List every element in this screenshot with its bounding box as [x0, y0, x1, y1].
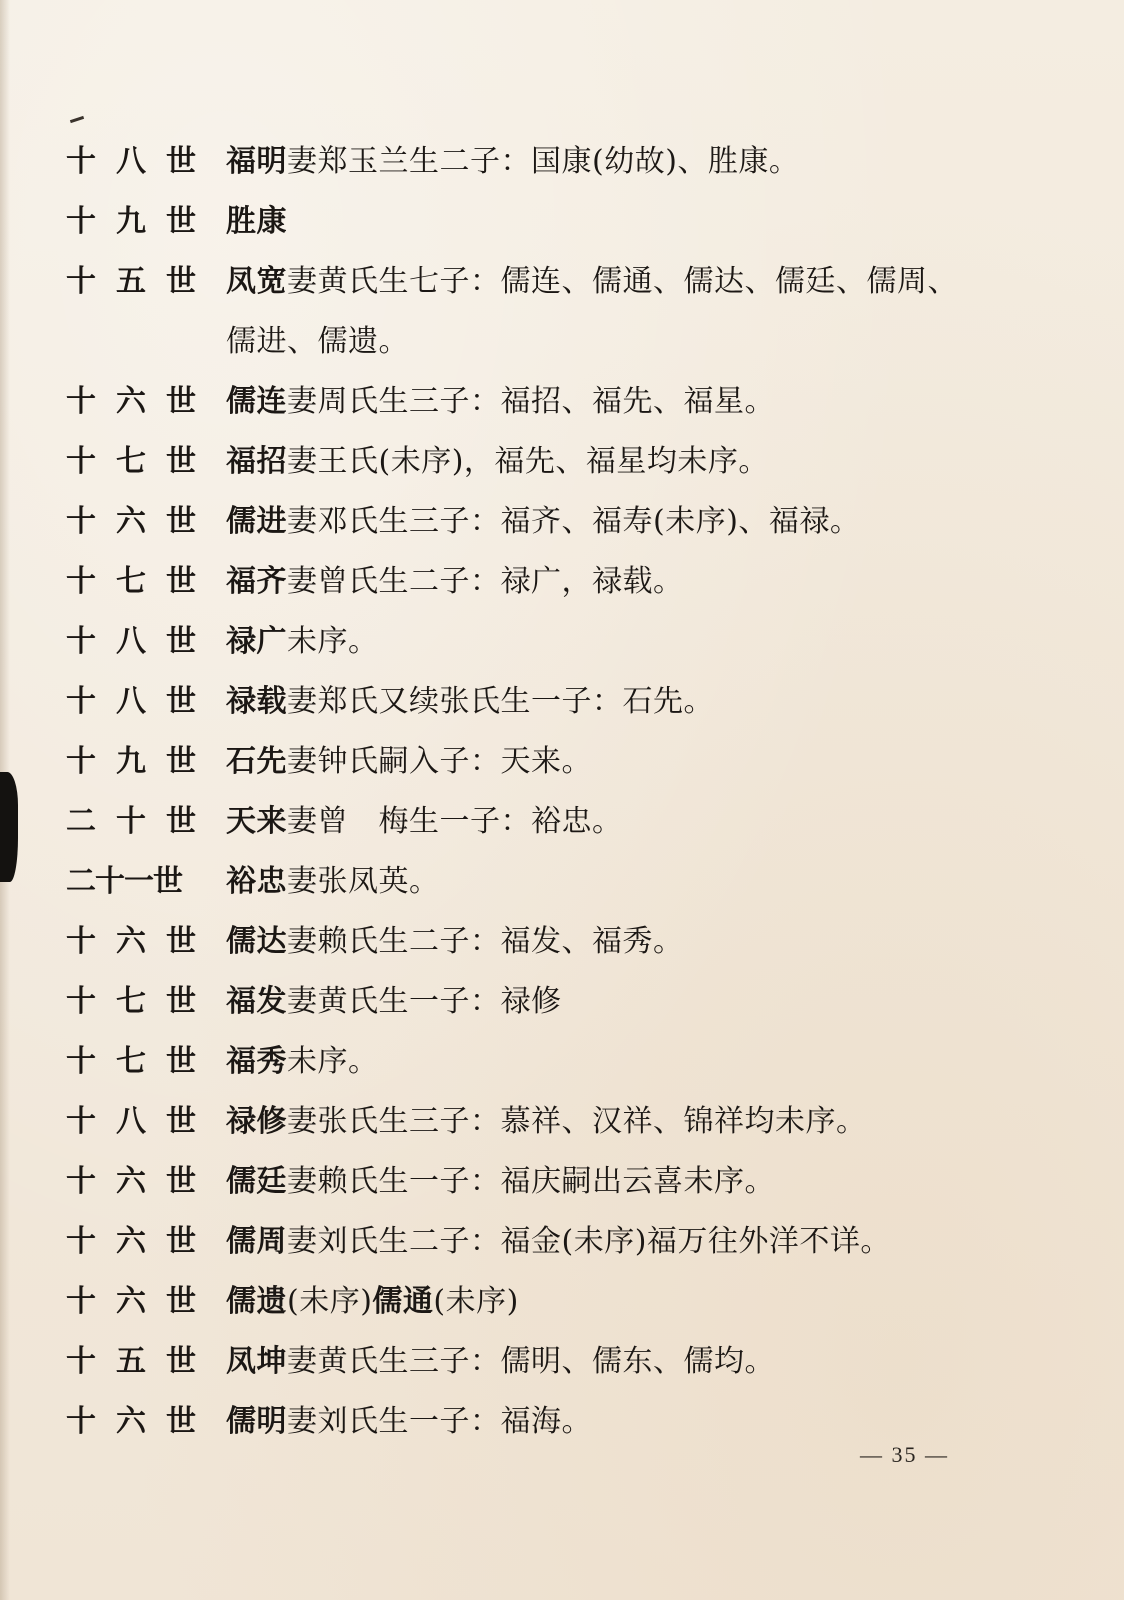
- person-name: 凤宽: [226, 264, 287, 299]
- genealogy-entry: [66, 612, 1056, 672]
- genealogy-entry: [66, 492, 1056, 552]
- person-name: 儒明: [226, 1404, 287, 1439]
- entry-text: [226, 1092, 986, 1152]
- generation-label: [66, 1032, 196, 1092]
- entry-description: 妻刘氏生二子：福金(未序)福万往外洋不详。: [287, 1224, 891, 1259]
- generation-char: 十: [66, 1344, 96, 1379]
- generation-label: [66, 1272, 196, 1332]
- entry-description: (未序): [433, 1284, 519, 1319]
- entry-text: [226, 372, 986, 432]
- generation-label: [66, 372, 196, 432]
- entry-description: 未序。: [287, 624, 379, 659]
- person-name: 凤坤: [226, 1344, 287, 1379]
- generation-char: 世: [166, 384, 196, 419]
- genealogy-entry: [66, 1212, 1056, 1272]
- generation-char: 十: [66, 444, 96, 479]
- generation-char: 世: [166, 924, 196, 959]
- generation-char: 七: [116, 1044, 146, 1079]
- entry-description: 妻邓氏生三子：福齐、福寿(未序)、福禄。: [287, 504, 861, 539]
- generation-char: 六: [116, 1404, 146, 1439]
- person-name: 儒廷: [226, 1164, 287, 1199]
- entry-description: 妻曾氏生二子：禄广，禄载。: [287, 564, 684, 599]
- person-name: 福发: [226, 984, 287, 1019]
- generation-char: 十: [66, 684, 96, 719]
- generation-char: 十: [66, 1404, 96, 1439]
- entry-text: [226, 792, 986, 852]
- genealogy-entry: [66, 132, 1056, 192]
- generation-label: [66, 132, 196, 192]
- generation-char: 七: [116, 444, 146, 479]
- generation-char: 世: [166, 684, 196, 719]
- genealogy-entry: [66, 432, 1056, 492]
- generation-label: [66, 792, 196, 852]
- entry-text: [226, 672, 986, 732]
- entry-description: 妻黄氏生七子：儒连、儒通、儒达、儒廷、儒周、儒进、儒遗。: [226, 264, 958, 359]
- generation-char: 世: [166, 444, 196, 479]
- generation-char: 八: [116, 1104, 146, 1139]
- genealogy-entry: [66, 972, 1056, 1032]
- generation-char: 十: [116, 804, 146, 839]
- entry-description: 妻张凤英。: [287, 864, 440, 899]
- entry-text: [226, 972, 986, 1032]
- generation-char: 世: [166, 1224, 196, 1259]
- generation-label: [66, 492, 196, 552]
- generation-char: 六: [116, 924, 146, 959]
- generation-char: 六: [116, 1284, 146, 1319]
- entry-text: [226, 1332, 986, 1392]
- generation-label: [66, 1212, 196, 1272]
- genealogy-entry: [66, 252, 1056, 372]
- generation-char: 六: [116, 1164, 146, 1199]
- person-name: 禄修: [226, 1104, 287, 1139]
- genealogy-entry: [66, 792, 1056, 852]
- genealogy-entry: [66, 372, 1056, 432]
- entry-text: [226, 492, 986, 552]
- generation-char: 十: [66, 384, 96, 419]
- generation-char: 六: [116, 504, 146, 539]
- generation-char: 二十一世: [66, 864, 182, 899]
- generation-char: 十: [66, 504, 96, 539]
- generation-char: 十: [66, 1044, 96, 1079]
- entry-text: [226, 192, 986, 252]
- generation-char: 九: [116, 204, 146, 239]
- person-name: 儒进: [226, 504, 287, 539]
- entry-description: 妻周氏生三子：福招、福先、福星。: [287, 384, 775, 419]
- generation-label: [66, 852, 196, 912]
- person-name: 儒连: [226, 384, 287, 419]
- generation-char: 八: [116, 684, 146, 719]
- generation-char: 六: [116, 1224, 146, 1259]
- person-name: 福齐: [226, 564, 287, 599]
- ink-tick-mark: [70, 116, 84, 123]
- generation-label: [66, 552, 196, 612]
- entry-description: 妻黄氏生一子：禄修: [287, 984, 562, 1019]
- generation-char: 十: [66, 1104, 96, 1139]
- generation-char: 世: [166, 1404, 196, 1439]
- entry-description: 妻郑玉兰生二子：国康(幼故)、胜康。: [287, 144, 800, 179]
- generation-char: 世: [166, 1104, 196, 1139]
- generation-char: 世: [166, 1044, 196, 1079]
- entry-text: [226, 1032, 986, 1092]
- generation-label: [66, 612, 196, 672]
- generation-label: [66, 252, 196, 312]
- genealogy-entry: [66, 1032, 1056, 1092]
- entry-text: [226, 1272, 986, 1332]
- person-name: 禄广: [226, 624, 287, 659]
- generation-char: 世: [166, 1344, 196, 1379]
- genealogy-entries: [66, 132, 1056, 1452]
- generation-char: 八: [116, 624, 146, 659]
- entry-text: [226, 912, 986, 972]
- generation-char: 十: [66, 924, 96, 959]
- generation-char: 八: [116, 144, 146, 179]
- person-name: 天来: [226, 804, 287, 839]
- generation-char: 十: [66, 564, 96, 599]
- generation-char: 五: [116, 1344, 146, 1379]
- person-name: 禄载: [226, 684, 287, 719]
- genealogy-entry: [66, 1092, 1056, 1152]
- entry-description: 妻张氏生三子：慕祥、汉祥、锦祥均未序。: [287, 1104, 867, 1139]
- generation-char: 十: [66, 624, 96, 659]
- person-name: 福秀: [226, 1044, 287, 1079]
- entry-text: [226, 432, 986, 492]
- genealogy-entry: [66, 672, 1056, 732]
- entry-description: 妻钟氏嗣入子：天来。: [287, 744, 592, 779]
- entry-text: [226, 852, 986, 912]
- person-name: 裕忠: [226, 864, 287, 899]
- entry-description: 妻赖氏生一子：福庆嗣出云喜未序。: [287, 1164, 775, 1199]
- generation-char: 二: [66, 804, 96, 839]
- entry-description: 妻曾 梅生一子：裕忠。: [287, 804, 623, 839]
- entry-text: [226, 732, 986, 792]
- entry-text: [226, 1152, 986, 1212]
- generation-char: 世: [166, 624, 196, 659]
- generation-label: [66, 1152, 196, 1212]
- generation-char: 五: [116, 264, 146, 299]
- generation-char: 世: [166, 204, 196, 239]
- genealogy-entry: [66, 732, 1056, 792]
- generation-char: 世: [166, 264, 196, 299]
- generation-char: 世: [166, 504, 196, 539]
- generation-char: 七: [116, 564, 146, 599]
- generation-label: [66, 672, 196, 732]
- genealogy-entry: [66, 552, 1056, 612]
- entry-text: [226, 132, 986, 192]
- generation-char: 七: [116, 984, 146, 1019]
- entry-description: 妻赖氏生二子：福发、福秀。: [287, 924, 684, 959]
- genealogy-entry: [66, 192, 1056, 252]
- genealogy-entry: [66, 1152, 1056, 1212]
- entry-text: [226, 1212, 986, 1272]
- generation-char: 世: [166, 1284, 196, 1319]
- generation-char: 十: [66, 1284, 96, 1319]
- entry-description: 妻刘氏生一子：福海。: [287, 1404, 592, 1439]
- page-number: — 35 —: [860, 1442, 949, 1467]
- generation-char: 世: [166, 564, 196, 599]
- generation-label: [66, 1332, 196, 1392]
- generation-char: 世: [166, 1164, 196, 1199]
- entry-text: [226, 612, 986, 672]
- person-name: 儒周: [226, 1224, 287, 1259]
- generation-char: 十: [66, 1224, 96, 1259]
- generation-char: 世: [166, 744, 196, 779]
- generation-char: 世: [166, 144, 196, 179]
- generation-char: 世: [166, 804, 196, 839]
- entry-description: 妻郑氏又续张氏生一子：石先。: [287, 684, 714, 719]
- generation-char: 十: [66, 144, 96, 179]
- person-name: 福明: [226, 144, 287, 179]
- person-name: 石先: [226, 744, 287, 779]
- generation-char: 世: [166, 984, 196, 1019]
- generation-label: [66, 1092, 196, 1152]
- person-name: 儒达: [226, 924, 287, 959]
- person-name: 胜康: [226, 204, 287, 239]
- generation-char: 九: [116, 744, 146, 779]
- entry-text: [226, 552, 986, 612]
- person-name: 儒遗: [226, 1284, 287, 1319]
- entry-text: [226, 252, 986, 372]
- entry-description: (未序): [287, 1284, 373, 1319]
- entry-description: 妻王氏(未序)，福先、福星均未序。: [287, 444, 769, 479]
- generation-label: [66, 732, 196, 792]
- generation-char: 十: [66, 744, 96, 779]
- entry-description: 妻黄氏生三子：儒明、儒东、儒均。: [287, 1344, 775, 1379]
- generation-char: 十: [66, 1164, 96, 1199]
- generation-label: [66, 972, 196, 1032]
- genealogy-entry: [66, 1272, 1056, 1332]
- generation-label: [66, 192, 196, 252]
- generation-char: 六: [116, 384, 146, 419]
- person-name: 福招: [226, 444, 287, 479]
- genealogy-entry: [66, 852, 1056, 912]
- generation-label: [66, 1392, 196, 1452]
- generation-char: 十: [66, 984, 96, 1019]
- entry-description: 未序。: [287, 1044, 379, 1079]
- generation-char: 十: [66, 204, 96, 239]
- generation-char: 十: [66, 264, 96, 299]
- torn-edge-mark: [0, 772, 18, 882]
- genealogy-entry: [66, 912, 1056, 972]
- genealogy-entry: [66, 1332, 1056, 1392]
- person-name: 儒通: [372, 1284, 434, 1319]
- generation-label: [66, 432, 196, 492]
- generation-label: [66, 912, 196, 972]
